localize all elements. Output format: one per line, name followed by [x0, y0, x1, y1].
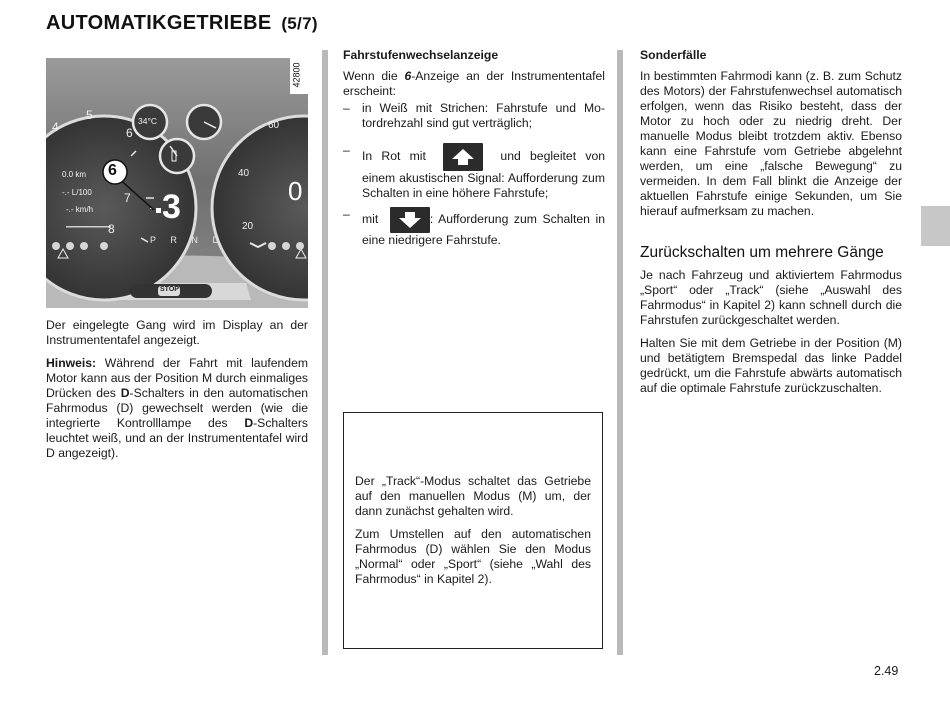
hint-paragraph — [46, 356, 308, 461]
odometer-readout: 0.0 km — [62, 170, 87, 179]
callout-6: 6 — [108, 162, 117, 179]
speed-digit: 0 — [288, 176, 303, 206]
arrow-down-icon — [390, 207, 430, 233]
list-text-pre: mit — [362, 212, 379, 227]
list-text-post: und begleitet von einem akustischen Signal: Aufforderung zum Schalten in eine höhere Fahrstufe; — [362, 149, 605, 200]
intro-pre: Wenn die — [343, 69, 405, 83]
column-rule-left — [322, 50, 328, 655]
downshift-paragraph-1: Je nach Fahrzeug und aktiviertem Fahrmodus „Sport“ oder „Track“ (siehe „Auswahl des Fahrmodus“ in Kapitel 2) kann schnell durch die Fahrstufen zurückgeschaltet werden. — [640, 268, 902, 327]
gear-indicator: 3 — [162, 188, 181, 226]
temperature-readout: 34°C — [138, 116, 157, 126]
title-text: AUTOMATIKGETRIEBE — [46, 12, 272, 34]
section-title-downshift: Zurückschalten um mehrere Gänge — [640, 244, 884, 261]
cluster-illustration — [46, 58, 308, 308]
figure-ref-code: 42800 — [291, 62, 302, 88]
tick-label-4: 4 — [52, 120, 59, 134]
hint-d-1: D — [120, 386, 130, 400]
tick-label-40: 40 — [238, 168, 250, 179]
tick-label-60: 60 — [268, 120, 280, 131]
list-item — [343, 207, 605, 248]
note-paragraph-1: Der „Track“-Modus schaltet das Getriebe auf den manuellen Modus (M) um, der dann zunächst gehalten wird. — [355, 474, 591, 518]
column-rule-right — [617, 50, 623, 655]
hint-text-3: -Schalters leuchtet weiß, und an der Instrumententafel wird D angezeigt). — [46, 416, 308, 460]
page-number: 2.49 — [874, 664, 899, 678]
list-dash: – — [343, 207, 350, 221]
list-text-pre: In Rot mit — [362, 149, 426, 164]
page-title — [46, 12, 318, 35]
note-box — [343, 412, 603, 649]
section-heading-shift-indicator: Fahrstufenwechselanzeige — [343, 48, 499, 62]
figure-caption: Der eingelegte Gang wird im Display an der Instrumententafel angezeigt. — [46, 318, 308, 347]
column-2-text — [343, 48, 605, 256]
column-1-text — [46, 318, 308, 469]
stop-label: STOP — [160, 286, 179, 293]
list-text: in Weiß mit Strichen: Fahrstufe und Motordrehzahl sind gut verträglich; — [362, 101, 605, 130]
instrument-cluster-figure — [46, 58, 308, 308]
hint-text-1: Während der Fahrt mit laufendem Motor kann aus der Position M durch einmaliges Drücken des — [46, 356, 308, 400]
tick-label-7: 7 — [124, 191, 131, 205]
hint-d-2: D — [244, 416, 254, 430]
list-dash: – — [343, 143, 350, 157]
special-cases-paragraph: In bestimmten Fahrmodi kann (z. B. zum Schutz des Motors) der Fahrstufenwechsel automatisch erfolgen, wenn das Risiko besteht, dass der Motor zu hoch oder zu niedrig dreht. Der manuelle Modus bleibt trotzdem aktiv. Ebenso kann eine Fahrstufe vom Getriebe abgelehnt werden, um eine „falsche Bewegung“ zu vermeiden. In dem Fall blinkt die Anzeige der aktuellen Fahrstufe einige Sekunden, um Sie hierauf aufmerksam zu machen. — [640, 69, 902, 218]
hint-text-2: -Schalters in den automatischen Fahrmodus (D) gewechselt werden (wie die integrierte Kontrolllampe des — [46, 386, 308, 430]
list-text-post: : Aufforderung zum Schalten in eine niedrigere Fahrstufe. — [362, 212, 605, 247]
hint-label: Hinweis: — [46, 356, 97, 370]
tick-label-5: 5 — [86, 108, 93, 122]
chapter-tab — [921, 206, 950, 246]
tick-label-6: 6 — [126, 126, 133, 140]
list-dash: – — [343, 101, 350, 115]
note-paragraph-2: Zum Umstellen auf den automatischen Fahrmodus (D) wählen Sie den Modus „Normal“ oder „Sport“ (siehe „Wahl des Fahrmodus“ in Kapitel 2). — [355, 527, 591, 586]
consumption-readout: -.- L/100 — [62, 188, 92, 197]
list-item — [343, 143, 605, 201]
downshift-paragraph-2: Halten Sie mit dem Getriebe in der Position (M) und betätigtem Bremspedal das linke Paddel gedrückt, um die Fahrstufe abwärts automatisch auf die optimale Fahrstufe zurückzuschalten. — [640, 336, 902, 395]
column-3-text — [640, 48, 902, 404]
intro-post: -Anzeige an der Instrumententafel erscheint: — [343, 69, 605, 98]
tick-label-8: 8 — [108, 222, 115, 236]
speed-unit-readout: -.- km/h — [66, 205, 94, 214]
tick-label-20: 20 — [242, 221, 254, 232]
intro-num: 6 — [404, 69, 412, 83]
list-item — [343, 101, 605, 131]
section-heading-special-cases: Sonderfälle — [640, 48, 707, 62]
title-part: (5/7) — [281, 14, 318, 33]
arrow-up-icon — [443, 143, 483, 171]
intro-paragraph — [343, 69, 605, 99]
gear-positions: P R N D — [150, 235, 225, 245]
